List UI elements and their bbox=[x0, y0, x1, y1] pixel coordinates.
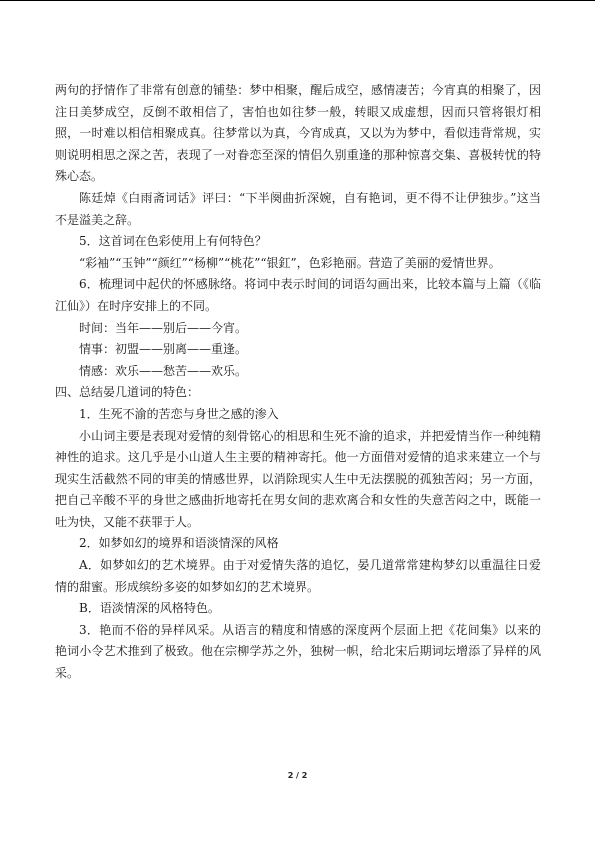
question-6: 6．梳理词中起伏的怀感脉络。将词中表示时间的词语勾画出来，比较本篇与上篇（《临江仙》）在时序安排上的不同。 bbox=[55, 277, 541, 313]
page-number: 2 / 2 bbox=[287, 771, 308, 780]
question-5: 5．这首词在色彩使用上有何特色？ bbox=[79, 234, 267, 249]
paragraph-love-pursuit: 小山词主要是表现对爱情的刻骨铭心的相思和生死不渝的追求，并把爱情当作一种纯精神性的追求。这几乎是小山道人生主要的精神寄托。他一方面借对爱情的追求来建立一个与现实生活截然不同的审美的情感世界，以消除现实人生中无法摆脱的孤独苦闷；另一方面，把自己辛酸不平的身世之感曲折地寄托在男女间的悲欢离合和女性的失意苦闷之中，既能一吐为快，又能不获罪于人。 bbox=[55, 428, 541, 529]
subheading-1: 1．生死不渝的苦恋与身世之感的渗入 bbox=[79, 406, 279, 421]
section-heading-4: 四、总结晏几道词的特色： bbox=[55, 385, 200, 400]
answer-5: “彩袖”“玉钟”“颜红”“杨柳”“桃花”“银釭”，色彩艳丽。营造了美丽的爱情世界。 bbox=[79, 255, 501, 270]
paragraph-1: 两句的抒情作了非常有创意的铺垫：梦中相聚，醒后成空，感情凄苦；今宵真的相聚了，因注日美梦成空，反倒不敢相信了，害怕也如往梦一般，转眼又成虚想，因而只管将银灯相照，一时难以相信相聚成真。往梦常以为真，今宵成真，又以为为梦中，看似违背常规，实则说明相思之深之苦，表现了一对眷恋至深的情侣久别重逢的那种惊喜交集、喜极转忧的特殊心态。 bbox=[55, 83, 541, 184]
answer-6-time: 时间：当年——别后——今宵。 bbox=[79, 320, 248, 335]
subheading-2: 2．如梦如幻的境界和语淡情深的风格 bbox=[79, 536, 279, 551]
header-rule bbox=[0, 0, 595, 1]
paragraph-dream-realm: A．如梦如幻的艺术境界。由于对爱情失落的追忆，晏几道常常建构梦幻以重温往日爱情的甜蜜。形成缤纷多姿的如梦如幻的艺术境界。 bbox=[55, 558, 541, 594]
answer-6-events: 情事：初盟——别离——重逢。 bbox=[79, 342, 248, 357]
subheading-3: 3．艳而不俗的异样风采。从语言的精度和情感的深度两个层面上把《花间集》以来的艳词小令艺术推到了极致。他在宗柳学苏之外，独树一帜，给北宋后期词坛增添了异样的风采。 bbox=[55, 622, 541, 681]
answer-6-emotion: 情感：欢乐——愁苦——欢乐。 bbox=[79, 363, 248, 378]
paragraph-style: B．语淡情深的风格特色。 bbox=[79, 601, 220, 616]
paragraph-2: 陈廷焯《白雨斋词话》评曰：“下半阕曲折深婉，自有艳词，更不得不让伊独步。”这当不是溢美之辞。 bbox=[55, 190, 541, 227]
document-body bbox=[55, 80, 541, 685]
